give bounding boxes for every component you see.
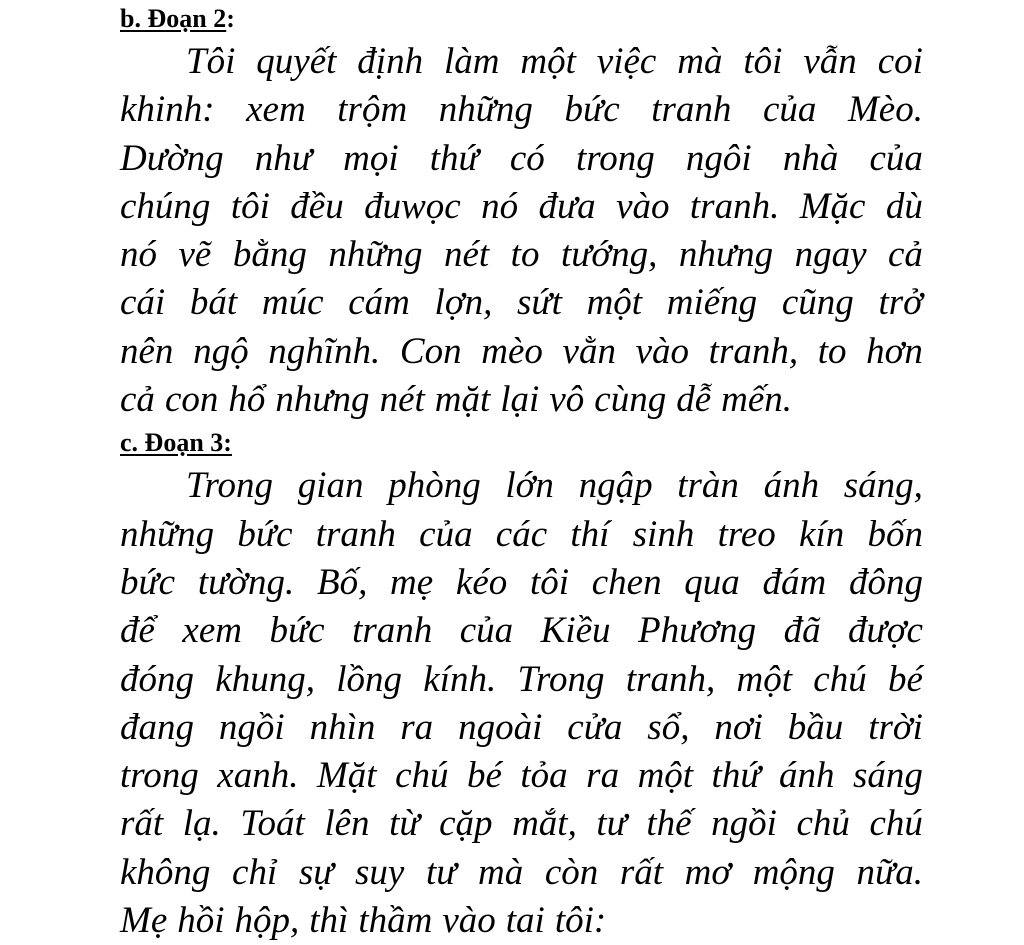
word: Phương	[638, 610, 757, 652]
word: khung,	[215, 658, 315, 700]
word: qua	[684, 561, 740, 603]
word: tôi:	[554, 900, 607, 942]
word: nơi	[714, 706, 763, 748]
word: ngộ	[193, 330, 249, 372]
word: bức	[120, 561, 176, 603]
word: treo	[717, 513, 776, 555]
word: một	[520, 41, 576, 82]
word: mặt	[434, 379, 491, 421]
word: lớn	[505, 465, 554, 507]
word: cái	[120, 282, 166, 324]
word: chú	[395, 755, 449, 797]
word: tranh	[651, 89, 732, 131]
word: Mặc	[799, 185, 866, 227]
word: như	[254, 137, 312, 179]
word: cả	[120, 379, 155, 421]
word: bức	[564, 89, 620, 131]
word: ra	[586, 755, 620, 797]
word: to	[510, 234, 540, 276]
word: xem	[246, 89, 306, 131]
paragraph-line	[120, 559, 923, 607]
paragraph-line	[120, 704, 923, 752]
heading-text: c. Đoạn 3:	[120, 428, 232, 458]
word: rất	[120, 803, 164, 845]
word: cặp	[439, 803, 493, 845]
word: việc	[596, 41, 657, 82]
word: lại	[500, 379, 540, 421]
word: nghĩnh.	[268, 330, 381, 372]
word: nó	[481, 185, 519, 227]
word: nhưng	[275, 379, 370, 421]
paragraph-line	[120, 849, 923, 897]
word: cùng	[594, 379, 667, 421]
word: sinh	[632, 513, 695, 555]
word: miếng	[666, 282, 758, 324]
word: bé	[887, 658, 923, 700]
word: sáng,	[843, 465, 923, 507]
word: một	[736, 658, 793, 700]
paragraph-line	[120, 511, 923, 559]
paragraph-line	[120, 752, 923, 800]
word: có	[509, 137, 545, 179]
word: dễ	[676, 379, 712, 421]
heading-text: b. Đoạn 2	[120, 4, 227, 33]
word: Trong	[517, 658, 605, 700]
word: vằn	[562, 330, 616, 372]
word: nữa.	[856, 851, 923, 893]
word: Mặt	[316, 755, 377, 797]
word: hộp,	[234, 900, 300, 942]
word: phòng	[388, 465, 481, 507]
word: đưa	[538, 185, 596, 227]
word: trời	[868, 706, 923, 748]
word: xem	[182, 610, 242, 652]
word: định	[357, 41, 424, 82]
word: ngập	[578, 465, 653, 507]
word: ngồi	[218, 706, 285, 748]
word: thì	[309, 900, 349, 942]
word: chú	[869, 803, 923, 845]
word: tư	[596, 803, 627, 845]
word: bốn	[867, 513, 923, 555]
word: vào	[616, 185, 670, 227]
word: thứ	[429, 137, 479, 179]
word: kín	[799, 513, 845, 555]
word: Mẹ	[120, 900, 168, 942]
word: nên	[120, 330, 174, 372]
word: kính.	[423, 658, 497, 700]
word: đều	[290, 185, 344, 227]
word: hồi	[177, 900, 225, 942]
word: thí	[570, 513, 610, 555]
word: tướng,	[560, 234, 658, 276]
word: đông	[848, 561, 923, 603]
word: đang	[120, 706, 194, 748]
word: tranh,	[708, 330, 799, 372]
word: còn	[544, 851, 599, 893]
word: vô	[549, 379, 585, 421]
word: cám	[348, 282, 410, 324]
word: kéo	[455, 561, 508, 603]
word: mà	[478, 851, 524, 893]
word: để	[120, 610, 155, 652]
word: làm	[443, 41, 500, 82]
word: ngay	[794, 234, 867, 276]
word: chỉ	[232, 851, 278, 893]
word: mọi	[343, 137, 399, 179]
word: bé	[466, 755, 502, 797]
word: Mèo.	[847, 89, 923, 131]
word: cũng	[781, 282, 854, 324]
word: ngoài	[458, 706, 543, 748]
word: cửa	[567, 706, 623, 748]
word: từ	[389, 803, 420, 845]
paragraph-line	[120, 279, 923, 327]
paragraph-line	[120, 656, 923, 704]
word: một	[637, 755, 694, 797]
word: những	[438, 89, 533, 131]
word: những	[120, 513, 215, 555]
word: trở	[878, 282, 923, 324]
word: bức	[237, 513, 293, 555]
word: dù	[885, 185, 923, 227]
paragraph-line	[120, 86, 923, 134]
word: vào	[442, 900, 496, 942]
word: mắt,	[512, 803, 577, 845]
word: vào	[635, 330, 690, 372]
word: bát	[189, 282, 238, 324]
heading-colon: :	[226, 4, 235, 33]
word: bức	[269, 610, 325, 652]
word: suy	[355, 851, 405, 893]
word: mà	[677, 41, 723, 82]
word: mến.	[721, 379, 793, 421]
word: ngồi	[711, 803, 777, 845]
word: tai	[505, 900, 545, 942]
paragraph-line	[120, 231, 923, 279]
word: tôi	[230, 185, 270, 227]
word: một	[586, 282, 643, 324]
paragraph-line	[120, 183, 923, 231]
word: chúng	[120, 185, 211, 227]
word: chen	[591, 561, 662, 603]
word: trộm	[337, 89, 408, 131]
word: bằng	[232, 234, 307, 276]
word: Trong	[186, 465, 274, 507]
paragraph-line	[120, 38, 923, 86]
word: lợn,	[434, 282, 493, 324]
word: lạ.	[182, 803, 221, 845]
word: hổ	[228, 379, 266, 421]
word: của	[762, 89, 817, 131]
word: đã	[783, 610, 821, 652]
section-heading-doan-3	[120, 424, 923, 462]
word: thứ	[711, 755, 761, 797]
word: nhưng	[678, 234, 774, 276]
word: mộng	[752, 851, 835, 893]
word: ánh	[763, 465, 820, 507]
word: sổ,	[647, 706, 690, 748]
word: trong	[575, 137, 655, 179]
word: sứt	[517, 282, 562, 324]
word: mèo	[481, 330, 543, 372]
word: sáng	[852, 755, 923, 797]
word: khinh:	[120, 89, 215, 131]
paragraph-line	[120, 897, 923, 945]
word: tranh.	[689, 185, 780, 227]
word: của	[419, 513, 473, 555]
word: sự	[298, 851, 334, 893]
word: ngôi	[685, 137, 752, 179]
word: lồng	[336, 658, 402, 700]
word: tỏa	[520, 755, 568, 797]
word: trong	[120, 755, 199, 797]
word: nét	[379, 379, 425, 421]
paragraph-doan-3	[120, 462, 923, 945]
paragraph-line	[120, 800, 923, 848]
word: chú	[813, 658, 867, 700]
document-page	[120, 0, 923, 945]
word: tranh,	[625, 658, 716, 700]
word: Con	[399, 330, 462, 372]
word: đuwọc	[364, 185, 461, 227]
word: bầu	[787, 706, 844, 748]
paragraph-line	[120, 376, 923, 424]
word: Tôi	[186, 41, 236, 82]
word: hơn	[866, 330, 923, 372]
word: đóng	[120, 658, 194, 700]
word: xanh.	[217, 755, 299, 797]
word: Bố,	[316, 561, 368, 603]
word: những	[328, 234, 423, 276]
word: đám	[762, 561, 827, 603]
word: nét	[443, 234, 490, 276]
word: ra	[400, 706, 434, 748]
word: Toát	[240, 803, 305, 845]
word: vẽ	[178, 234, 212, 276]
word: rất	[619, 851, 664, 893]
word: được	[848, 610, 923, 652]
word: mơ	[684, 851, 732, 893]
word: thầm	[358, 900, 433, 942]
paragraph-line	[120, 135, 923, 183]
word: lên	[324, 803, 370, 845]
word: nó	[120, 234, 157, 276]
word: vẫn	[803, 41, 857, 82]
word: múc	[261, 282, 324, 324]
word: tôi	[743, 41, 783, 82]
word: nhà	[782, 137, 839, 179]
word: Dường	[120, 137, 224, 179]
word: to	[817, 330, 847, 372]
word: ánh	[779, 755, 835, 797]
word: mẹ	[390, 561, 434, 603]
word: gian	[297, 465, 364, 507]
word: không	[120, 851, 211, 893]
word: con	[164, 379, 219, 421]
word: quyết	[256, 41, 337, 82]
word: thế	[646, 803, 692, 845]
word: Kiều	[540, 610, 611, 652]
word: tư	[425, 851, 457, 893]
word: tranh	[352, 610, 433, 652]
paragraph-line	[120, 462, 923, 510]
word: tranh	[315, 513, 396, 555]
word: chủ	[796, 803, 850, 845]
word: tràn	[677, 465, 739, 507]
paragraph-line	[120, 607, 923, 655]
word: tường.	[197, 561, 295, 603]
word: coi	[877, 41, 923, 82]
paragraph-line	[120, 328, 923, 376]
paragraph-doan-2	[120, 38, 923, 424]
section-heading-doan-2	[120, 0, 923, 38]
word: các	[495, 513, 548, 555]
word: của	[869, 137, 923, 179]
word: nhìn	[309, 706, 376, 748]
word: cả	[887, 234, 923, 276]
word: tôi	[529, 561, 570, 603]
word: của	[459, 610, 514, 652]
